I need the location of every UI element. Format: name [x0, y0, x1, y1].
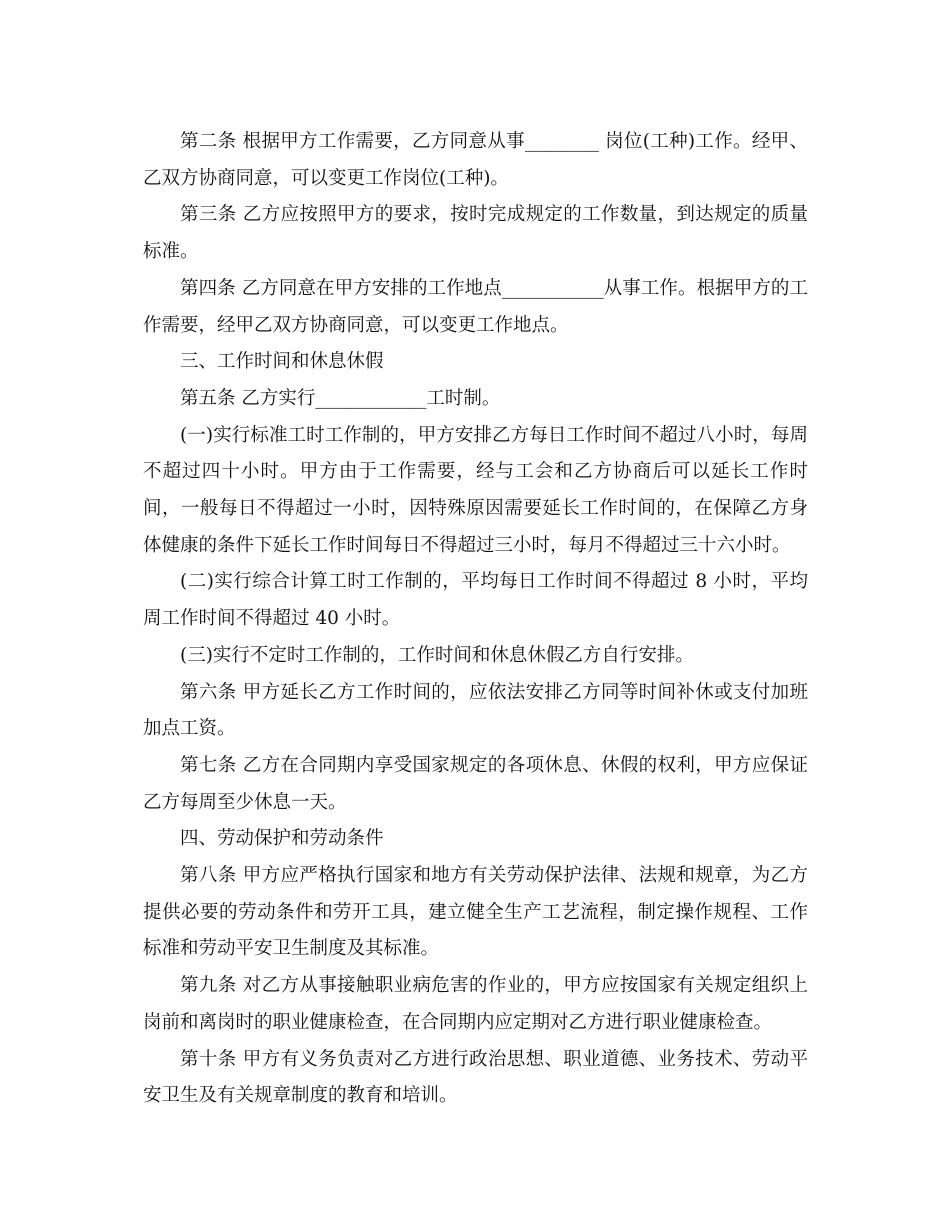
- article-5-item-2: (二)实行综合计算工时工作制的，平均每日工作时间不得超过 8 小时，平均周工作时间不得超过 40 小时。: [143, 571, 808, 630]
- article-5-item-3: (三)实行不定时工作制的，工作时间和休息休假乙方自行安排。: [180, 644, 694, 666]
- article-5-item-1: (一)实行标准工时工作制的，甲方安排乙方每日工作时间不超过八小时，每周不超过四十小时。甲方由于工作需要，经与工会和乙方协商后可以延长工作时间，一般每日不得超过一小时，因特殊原因需要延长工作时间的，在保障乙方身体健康的条件下延长工作时间每日不得超过三小时，每月不得超过三十六小时。: [143, 424, 808, 556]
- article-8-paragraph: 第八条 甲方应严格执行国家和地方有关劳动保护法律、法规和规章，为乙方提供必要的劳动条件和劳开工具，建立健全生产工艺流程，制定操作规程、工作标准和劳动平安卫生制度及其标准。: [143, 865, 808, 960]
- article-3-paragraph: 第三条 乙方应按照甲方的要求，按时完成规定的工作数量，到达规定的质量标准。: [143, 204, 808, 263]
- article-10-paragraph: 第十条 甲方有义务负责对乙方进行政治思想、职业道德、业务技术、劳动平安卫生及有关规章制度的教育和培训。: [143, 1048, 808, 1107]
- article-2-paragraph: 第二条 根据甲方工作需要，乙方同意从事________ 岗位(工种)工作。经甲、乙双方协商同意，可以变更工作岗位(工种)。: [143, 131, 808, 189]
- article-4-paragraph: 第四条 乙方同意在甲方安排的工作地点___________从事工作。根据甲方的工作需要，经甲乙双方协商同意，可以变更工作地点。: [143, 277, 808, 336]
- article-7-paragraph: 第七条 乙方在合同期内享受国家规定的各项休息、休假的权利，甲方应保证乙方每周至少休息一天。: [143, 754, 808, 813]
- section-4-heading: 四、劳动保护和劳动条件: [180, 828, 384, 850]
- article-9-paragraph: 第九条 对乙方从事接触职业病危害的作业的，甲方应按国家有关规定组织上岗前和离岗时的职业健康检查，在合同期内应定期对乙方进行职业健康检查。: [143, 975, 808, 1033]
- article-5-paragraph: 第五条 乙方实行____________工时制。: [180, 387, 501, 409]
- section-3-heading: 三、工作时间和休息休假: [180, 351, 384, 373]
- document-body: [143, 124, 808, 1115]
- article-6-paragraph: 第六条 甲方延长乙方工作时间的，应依法安排乙方同等时间补休或支付加班加点工资。: [143, 681, 808, 740]
